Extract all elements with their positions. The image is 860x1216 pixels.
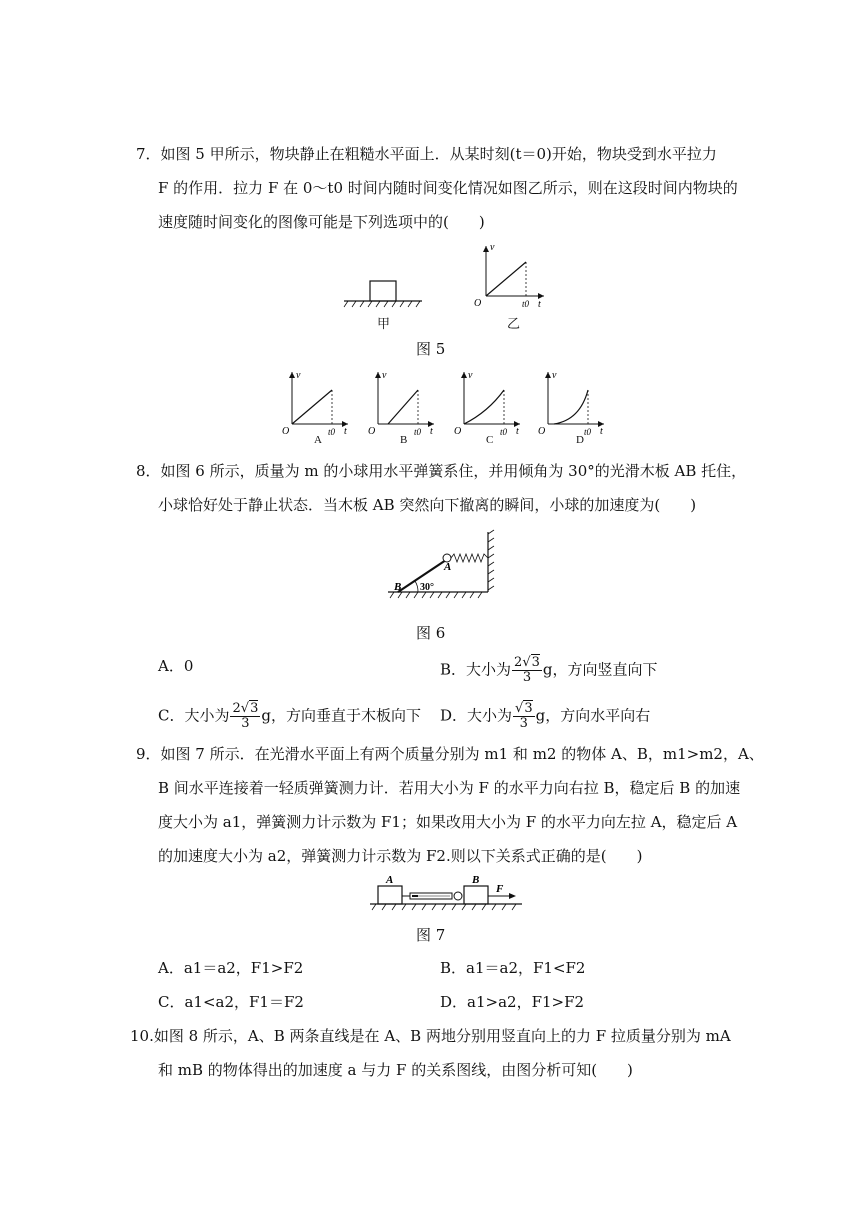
q10-line-1: 10.如图 8 所示，A、B 两条直线是在 A、B 两地分别用竖直向上的力 F 拉质量分别为 mA — [130, 1027, 731, 1045]
option-b-label: B — [400, 434, 408, 446]
svg-text:t0: t0 — [414, 427, 422, 437]
q9-option-a: A．a1＝a2，F1>F2 — [158, 959, 304, 977]
figure-7-spring-scale — [366, 872, 526, 914]
q8-option-c: C．大小为 $\frac{2√3}{3}$ g，方向垂直于木板向下 — [158, 701, 421, 731]
q8-line-2: 小球恰好处于静止状态．当木板 AB 突然向下撤离的瞬间，小球的加速度为( ) — [158, 496, 697, 514]
figure-6-angle-label: 30° — [420, 582, 434, 593]
figure-5-block — [340, 274, 430, 314]
svg-text:O: O — [282, 426, 290, 437]
figure-7-label-f: F — [496, 883, 504, 895]
q7-line-2: F 的作用．拉力 F 在 0～t0 时间内随时间变化情况如图乙所示，则在这段时间内物块的 — [158, 179, 738, 197]
option-c-label: C — [486, 434, 494, 446]
svg-text:O: O — [454, 426, 462, 437]
axis-t0-label: t0 — [522, 299, 530, 309]
axis-t-label: t — [538, 299, 541, 310]
q9-line-3: 度大小为 a1，弹簧测力计示数为 F1；如果改用大小为 F 的水平力向左拉 A，稳定后 A — [158, 813, 738, 831]
svg-text:t: t — [344, 426, 347, 437]
axis-origin-label: O — [474, 298, 482, 309]
figure-5-label-jia: 甲 — [377, 317, 391, 332]
svg-text:v: v — [552, 370, 557, 381]
figure-5-caption: 图 5 — [416, 340, 446, 358]
svg-text:v: v — [468, 370, 473, 381]
q7-line-1: 7．如图 5 甲所示，物块静止在粗糙水平面上．从某时刻(t＝0)开始，物块受到水平拉力 — [136, 145, 717, 163]
figure-6-label-a: A — [444, 561, 452, 573]
q8-option-b: B．大小为 $\frac{2√3}{3}$ g，方向竖直向下 — [440, 655, 658, 685]
figure-6-incline — [384, 528, 504, 604]
svg-text:v: v — [296, 370, 301, 381]
fraction-2sqrt3-over-3: $\frac{2√3}{3}$ — [232, 701, 259, 731]
q9-option-c: C．a1<a2，F1＝F2 — [158, 993, 304, 1011]
figure-7-caption: 图 7 — [416, 926, 446, 944]
q9-option-b: B．a1＝a2，F1<F2 — [440, 959, 586, 977]
figure-7-label-a: A — [386, 874, 394, 886]
q9-line-4: 的加速度大小为 a2，弹簧测力计示数为 F2.则以下关系式正确的是( ) — [158, 847, 643, 865]
q9-line-2: B 间水平连接着一轻质弹簧测力计．若用大小为 F 的水平力向右拉 B，稳定后 B 的加速 — [158, 779, 741, 797]
svg-text:t: t — [600, 426, 603, 437]
option-d-label: D — [576, 434, 584, 446]
svg-text:t0: t0 — [328, 427, 336, 437]
svg-text:t0: t0 — [584, 427, 592, 437]
q8-option-a: A．0 — [158, 657, 194, 675]
svg-text:O: O — [538, 426, 546, 437]
fraction-2sqrt3-over-3: $\frac{2√3}{3}$ — [514, 655, 540, 685]
option-a-label: A — [314, 434, 322, 446]
figure-7-label-b: B — [472, 874, 480, 886]
figure-5-label-yi: 乙 — [507, 317, 521, 332]
q10-line-2: 和 mB 的物体得出的加速度 a 与力 F 的关系图线，由图分析可知( ) — [158, 1061, 633, 1079]
svg-text:O: O — [368, 426, 376, 437]
q7-option-graphs — [282, 366, 622, 446]
q9-option-d: D．a1>a2，F1>F2 — [440, 993, 585, 1011]
fraction-sqrt3-over-3: $\frac{√3}{3}$ — [515, 701, 533, 731]
q8-line-1: 8．如图 6 所示，质量为 m 的小球用水平弹簧系住，并用倾角为 30°的光滑木板 AB 托住， — [136, 462, 747, 480]
q7-line-3: 速度随时间变化的图像可能是下列选项中的( ) — [158, 213, 485, 231]
svg-text:t: t — [516, 426, 519, 437]
svg-text:v: v — [382, 370, 387, 381]
q9-line-1: 9．如图 7 所示．在光滑水平面上有两个质量分别为 m1 和 m2 的物体 A、B，m1>m2，A、 — [136, 745, 764, 763]
svg-text:t0: t0 — [500, 427, 508, 437]
figure-6-caption: 图 6 — [416, 624, 446, 642]
figure-5-f-t-graph — [472, 240, 552, 310]
q8-option-d: D．大小为 $\frac{√3}{3}$ g，方向水平向右 — [440, 701, 651, 731]
figure-6-label-b: B — [394, 581, 402, 593]
svg-text:t: t — [430, 426, 433, 437]
axis-v-label: v — [490, 242, 495, 253]
